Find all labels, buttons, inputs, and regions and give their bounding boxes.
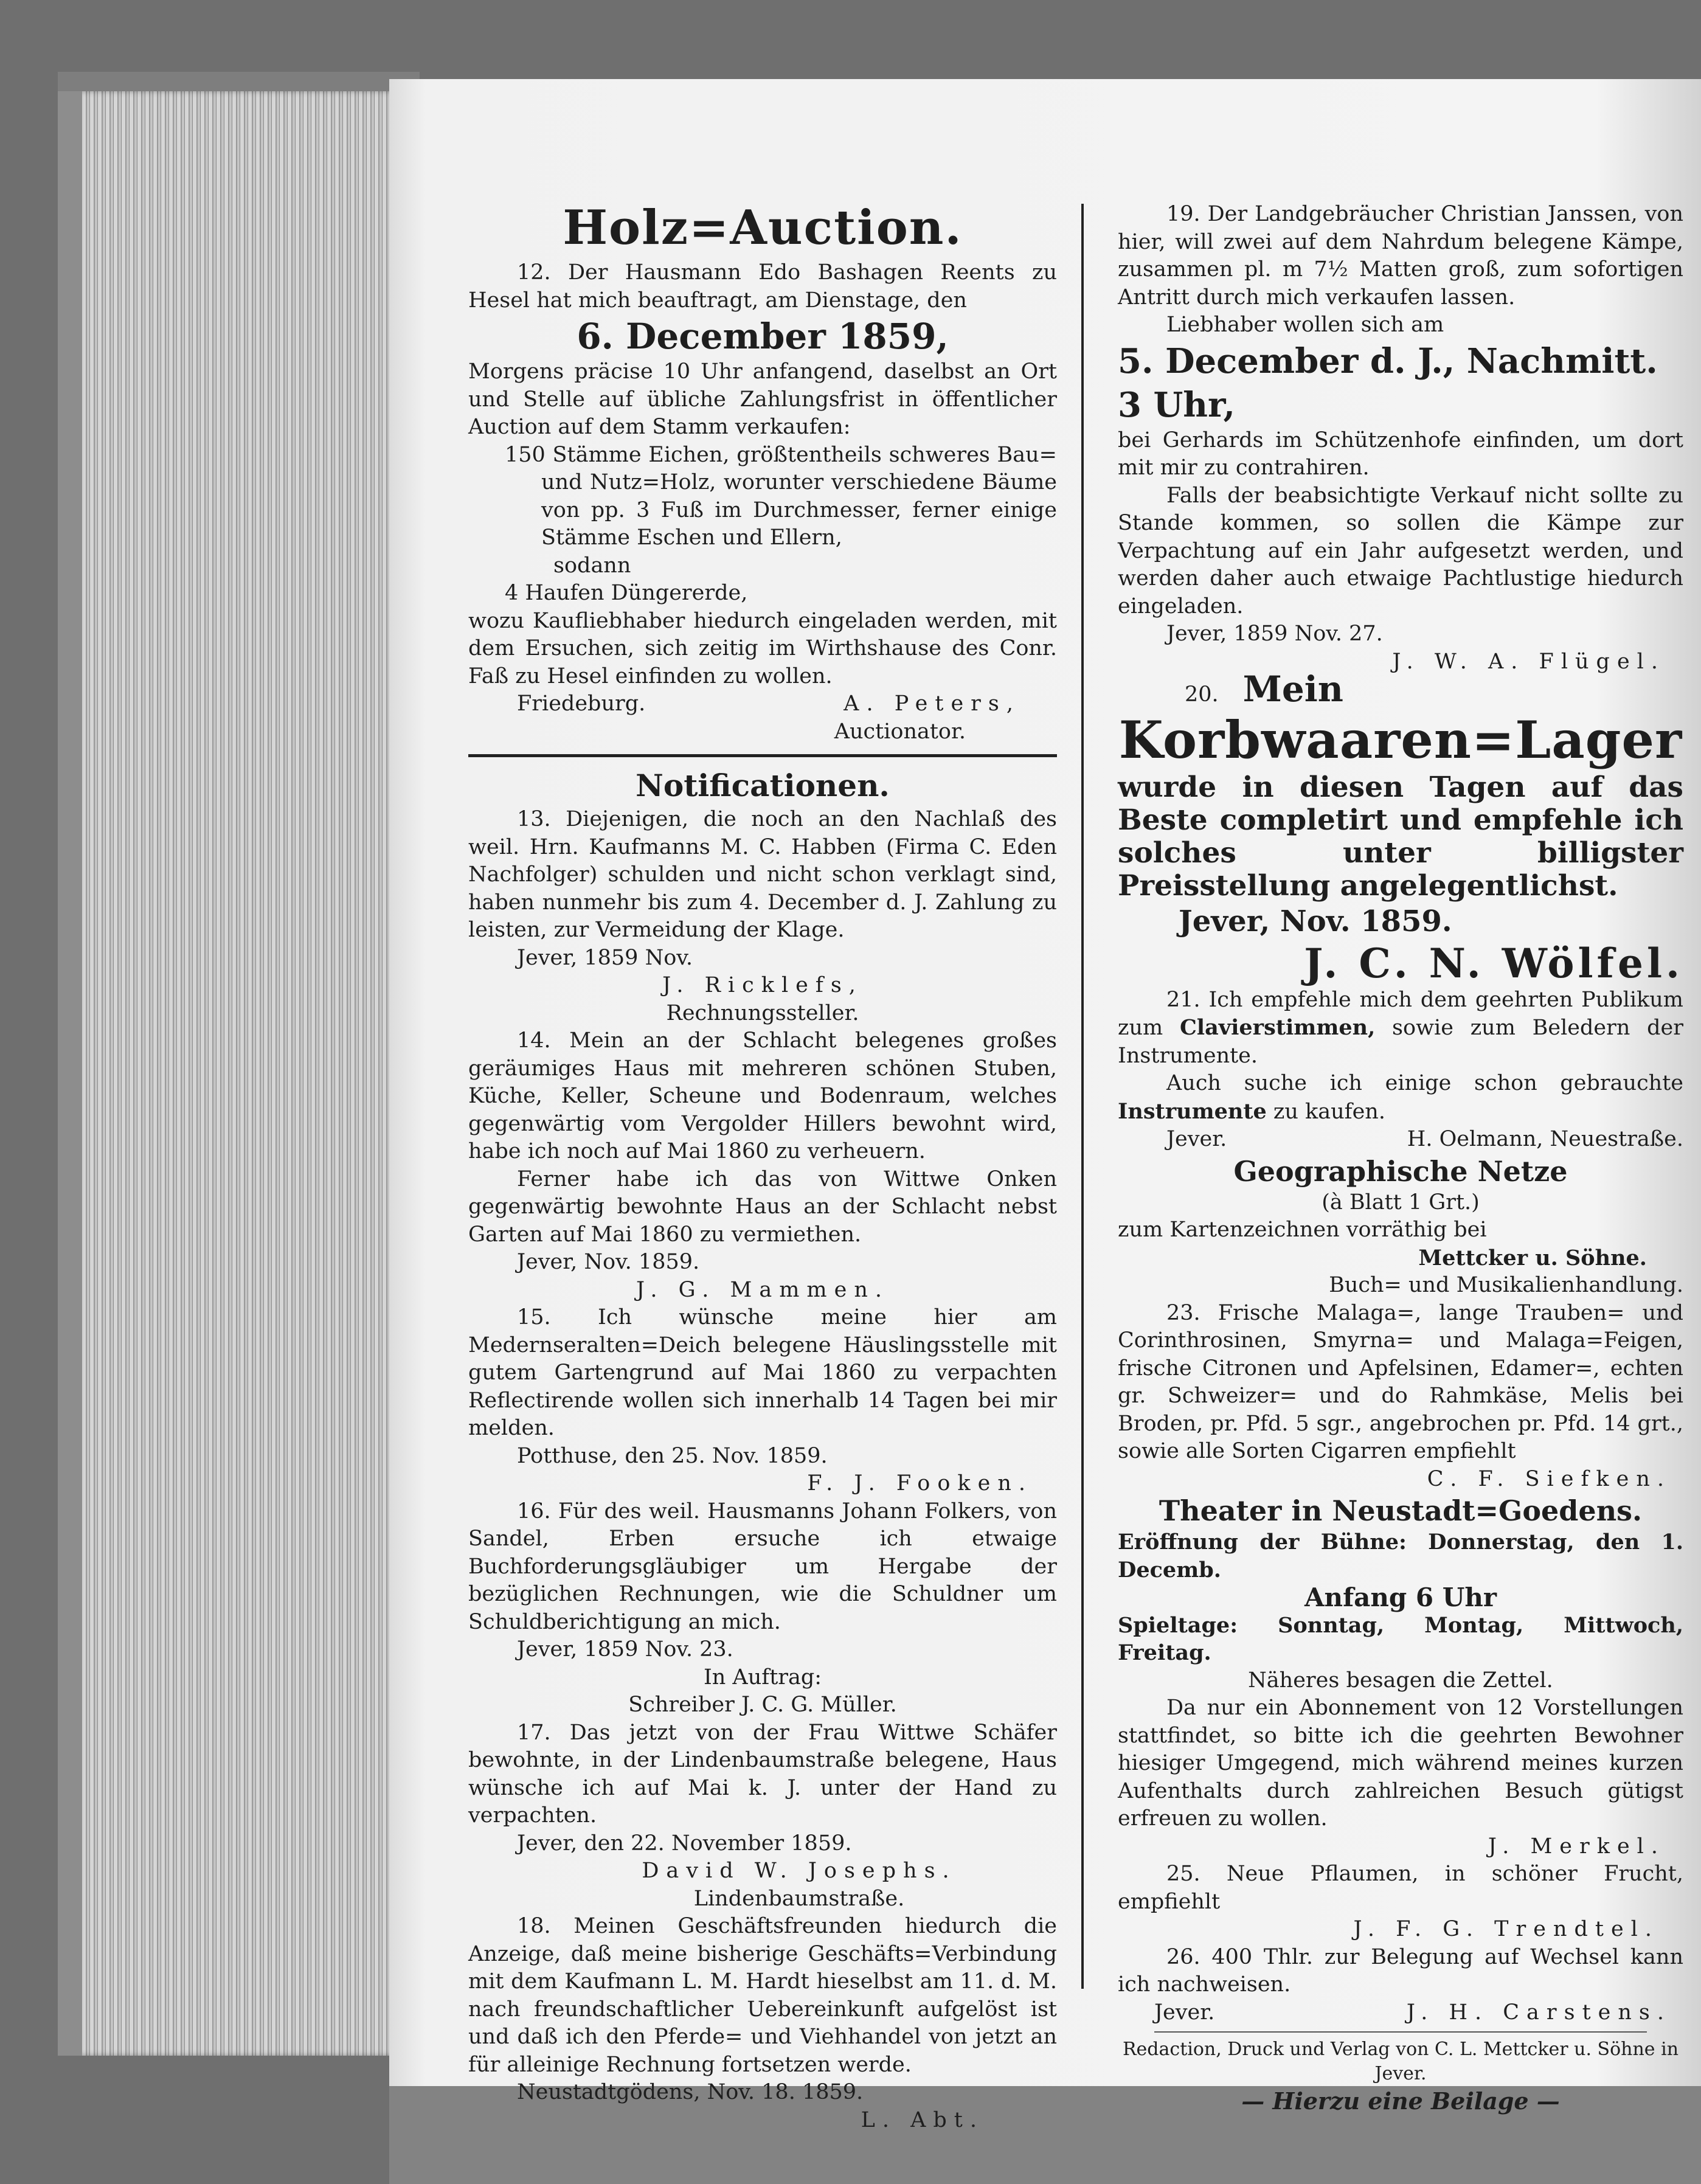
ad-13-signer: J. Ricklefs, bbox=[662, 973, 863, 997]
ad-13-text: 13. Diejenigen, die noch an den Nachlaß des weil. Hrn. Kaufmanns M. C. Habben (Firma C. Eden Nachfolger) schulden und nicht schon verklagt sind, haben nunmehr bis zum 4. December d. J. Zahlung zu leisten, zur Vermeidung der Klage. bbox=[468, 807, 1057, 942]
ad-19-signer: J. W. A. Flügel. bbox=[1392, 649, 1665, 674]
ad-24-signer: J. Merkel. bbox=[1488, 1834, 1665, 1859]
section-rule bbox=[468, 754, 1057, 757]
ad-24-text: Da nur ein Abonnement von 12 Vorstellungen stattfindet, so bitte ich die geehrten Bewohner hiesiger Umgegend, mich während meines kurzen Aufenthalts durch zahlreichen Besuch gütigst erfreuen zu wollen. bbox=[1118, 1696, 1683, 1831]
geographische-netze-heading: Geographische Netze bbox=[1233, 1154, 1568, 1188]
ad-12-place: Friedeburg. bbox=[517, 692, 646, 716]
ad-19-place: Jever, 1859 Nov. 27. bbox=[1166, 622, 1383, 646]
ad-15-signer: F. J. Fooken. bbox=[807, 1471, 1033, 1496]
ad-24-line1: Eröffnung der Bühne: Donnerstag, den 1. Decemb. bbox=[1118, 1530, 1683, 1583]
ad-20-sub: wurde in diesen Tagen auf das Beste completirt und empfehle ich solches unter billigster Preisstellung angelegentlichst. bbox=[1118, 770, 1683, 903]
ad-21-signature-row bbox=[1118, 1126, 1683, 1154]
ad-19-text-b: Liebhaber wollen sich am bbox=[1166, 313, 1444, 337]
ad-12-sodann: sodann bbox=[553, 553, 631, 578]
imprint-footer: Redaction, Druck und Verlag von C. L. Mettcker u. Söhne in Jever. bbox=[1122, 2039, 1679, 2084]
ad-16-signer: Schreiber J. C. G. Müller. bbox=[628, 1693, 897, 1717]
ad-19-text3: Falls der beabsichtigte Verkauf nicht sollte zu Stande kommen, so sollen die Kämpe zur Verpachtung auf ein Jahr aufgesetzt werden, und werden daher auch etwaige Pachtlustige hiedurch eingeladen. bbox=[1118, 483, 1683, 619]
ad-21-bold1: Clavierstimmen, bbox=[1179, 1015, 1376, 1040]
ad-25-text: 25. Neue Pflaumen, in schöner Frucht, empfiehlt bbox=[1118, 1862, 1683, 1914]
column-divider bbox=[1081, 204, 1084, 1989]
ad-24-line4: Näheres besagen die Zettel. bbox=[1248, 1668, 1553, 1693]
ad-24-line2: Anfang 6 Uhr bbox=[1304, 1583, 1497, 1612]
ad-14-signer: J. G. Mammen. bbox=[636, 1277, 889, 1302]
ad-20-header bbox=[1118, 668, 1683, 710]
ad-12-date: 6. December 1859, bbox=[577, 316, 949, 357]
ad-12-item1: 150 Stämme Eichen, größtentheils schweres Bau= und Nutz=Holz, worunter verschiedene Bäume von pp. 3 Fuß im Durchmesser, ferner einige Stämme Eschen und Ellern, bbox=[505, 442, 1057, 550]
ad-17-place: Jever, den 22. November 1859. bbox=[517, 1831, 852, 1856]
ad-26-text: 26. 400 Thlr. zur Belegung auf Wechsel kann ich nachweisen. bbox=[1118, 1944, 1683, 1997]
ad-26-signer: J. H. Carstens. bbox=[1406, 2000, 1671, 2025]
ad-26-signature-row bbox=[1118, 1999, 1683, 2027]
korbwaaren-lager-heading: Korbwaaren=Lager bbox=[1118, 709, 1683, 770]
ad-16-auftrag: In Auftrag: bbox=[703, 1665, 822, 1690]
ad-20-mein: Mein bbox=[1242, 668, 1343, 710]
ad-19-text2: bei Gerhards im Schützenhofe einfinden, um dort mit mir zu contrahiren. bbox=[1118, 428, 1683, 480]
ad-14-text2: Ferner habe ich das von Wittwe Onken gegenwärtig bewohnte Haus an der Schlacht nebst Garten auf Mai 1860 zu vermiethen. bbox=[468, 1167, 1057, 1247]
ad-21-place: Jever. bbox=[1166, 1127, 1227, 1151]
ad-18-signer: L. Abt. bbox=[861, 2107, 984, 2132]
ad-19-date: 5. December d. J., Nachmitt. 3 Uhr, bbox=[1118, 341, 1658, 425]
ad-18-place: Neustadtgödens, Nov. 18. 1859. bbox=[517, 2080, 864, 2104]
ad-12-intro: 12. Der Hausmann Edo Bashagen Reents zu Hesel hat mich beauftragt, am Dienstage, den bbox=[468, 260, 1057, 313]
ad-13-place: Jever, 1859 Nov. bbox=[517, 945, 693, 970]
ad-21-text-mid: sowie zum Beledern der Instrumente. bbox=[1118, 1016, 1683, 1068]
holz-auction-heading: Holz=Auction. bbox=[563, 200, 963, 255]
notificationen-heading: Notificationen. bbox=[636, 768, 890, 803]
beilage-note: — Hierzu eine Beilage — bbox=[1241, 2087, 1560, 2115]
ad-21-text-pre: 21. Ich empfehle mich dem geehrten Publikum zum bbox=[1118, 987, 1683, 1040]
ad-15-place: Potthuse, den 25. Nov. 1859. bbox=[517, 1443, 828, 1468]
ad-14-place: Jever, Nov. 1859. bbox=[517, 1250, 700, 1274]
ad-20-place: Jever, Nov. 1859. bbox=[1179, 904, 1452, 938]
ad-26-place: Jever. bbox=[1154, 2000, 1215, 2025]
theater-heading: Theater in Neustadt=Goedens. bbox=[1159, 1494, 1643, 1527]
ad-17-role: Lindenbaumstraße. bbox=[693, 1886, 905, 1911]
ad-12-item2: 4 Haufen Düngererde, bbox=[505, 581, 748, 605]
ad-21-text2-post: zu kaufen. bbox=[1273, 1099, 1385, 1124]
ad-21-text bbox=[1118, 986, 1683, 1070]
ad-16-place: Jever, 1859 Nov. 23. bbox=[517, 1637, 733, 1662]
book-page-edges bbox=[58, 91, 420, 2056]
ad-20-firm: J. C. N. Wölfel. bbox=[1304, 939, 1683, 987]
ad-14-text: 14. Mein an der Schlacht belegenes großes geräumiges Haus mit mehreren schönen Stuben, Küche, Keller, Scheune und Bodenraum, welches gegenwärtig vom Vergolder Hillers bewohnt wird, habe ich noch auf Mai 1860 zu verheuern. bbox=[468, 1028, 1057, 1163]
ad-12-signer: A. Peters, bbox=[844, 692, 1020, 716]
left-column bbox=[468, 201, 1057, 2134]
ad-24-line3: Spieltage: Sonntag, Montag, Mittwoch, Freitag. bbox=[1118, 1612, 1683, 1665]
ad-17-signer: David W. Josephs. bbox=[642, 1859, 957, 1883]
ad-12-role: Auctionator. bbox=[834, 719, 966, 744]
ad-15-text: 15. Ich wünsche meine hier am Medernseralten=Deich belegene Häuslingsstelle mit gutem Gartengrund auf Mai 1860 zu verpachten Reflectirende wollen sich innerhalb 14 Tagen bei mir melden. bbox=[468, 1305, 1057, 1440]
ad-21-text2-pre: Auch suche ich einige schon gebrauchte bbox=[1166, 1071, 1683, 1095]
ad-12-signature-row bbox=[468, 690, 1057, 718]
ad-12-closing: wozu Kaufliebhaber hiedurch eingeladen werden, mit dem Ersuchen, sich zeitig im Wirthshause des Conr. Faß zu Hesel einfinden zu wollen. bbox=[468, 608, 1057, 688]
right-column bbox=[1118, 201, 1683, 2116]
ad-12-body: Morgens präcise 10 Uhr anfangend, daselbst an Ort und Stelle auf übliche Zahlungsfrist in öffentlicher Auction auf dem Stamm verkaufen: bbox=[468, 359, 1057, 439]
ad-21-bold2: Instrumente bbox=[1118, 1098, 1267, 1124]
ad-19-text: 19. Der Landgebräucher Christian Janssen, von hier, will zwei auf dem Nahrdum belegene Kämpe, zusammen pl. m 7½ Matten groß, zum sofortigen Antritt durch mich verkaufen lassen. bbox=[1118, 202, 1683, 310]
ad-22-firm: Mettcker u. Söhne. bbox=[1418, 1245, 1647, 1271]
ad-18-text: 18. Meinen Geschäftsfreunden hiedurch die Anzeige, daß meine bisherige Geschäfts=Verbindung mit dem Kaufmann L. M. Hardt hieselbst am 11. d. M. nach freundschaftlicher Uebereinkunft aufgelöst ist und daß ich den Pferde= und Viehhandel von jetzt an für alleinige Rechnung fortsetzen werde. bbox=[468, 1914, 1057, 2077]
ad-17-text: 17. Das jetzt von der Frau Wittwe Schäfer bewohnte, in der Lindenbaumstraße belegene, Haus wünsche ich auf Mai k. J. unter der Hand zu verpachten. bbox=[468, 1720, 1057, 1828]
ad-21-text2 bbox=[1118, 1070, 1683, 1126]
ad-13-role: Rechnungssteller. bbox=[666, 1000, 859, 1025]
ad-20-num: 20. bbox=[1185, 682, 1219, 707]
ad-23-signer: C. F. Siefken. bbox=[1427, 1466, 1671, 1491]
ad-25-signer: J. F. G. Trendtel. bbox=[1353, 1917, 1659, 1941]
ad-21-signer: H. Oelmann, Neuestraße. bbox=[1407, 1127, 1683, 1151]
ad-16-text: 16. Für des weil. Hausmanns Johann Folkers, von Sandel, Erben ersuche ich etwaige Buchforderungsgläubiger um Hergabe der bezüglichen Rechnungen, wie die Schuldner um Schuldberichtigung an mich. bbox=[468, 1499, 1057, 1634]
ad-22-role: Buch= und Musikalienhandlung. bbox=[1329, 1273, 1683, 1297]
footer-rule bbox=[1154, 2031, 1647, 2033]
ad-23-text: 23. Frische Malaga=, lange Trauben= und Corinthrosinen, Smyrna= und Malaga=Feigen, frische Citronen und Apfelsinen, Edamer=, echten gr. Schweizer= und do Rahmkäse, Melis bei Broden, pr. Pfd. 5 sgr., angebrochen pr. Pfd. 14 grt., sowie alle Sorten Cigarren empfiehlt bbox=[1118, 1300, 1683, 1463]
ad-22-text: zum Kartenzeichnen vorräthig bei bbox=[1118, 1218, 1487, 1242]
ad-22-sub: (à Blatt 1 Grt.) bbox=[1322, 1190, 1480, 1215]
